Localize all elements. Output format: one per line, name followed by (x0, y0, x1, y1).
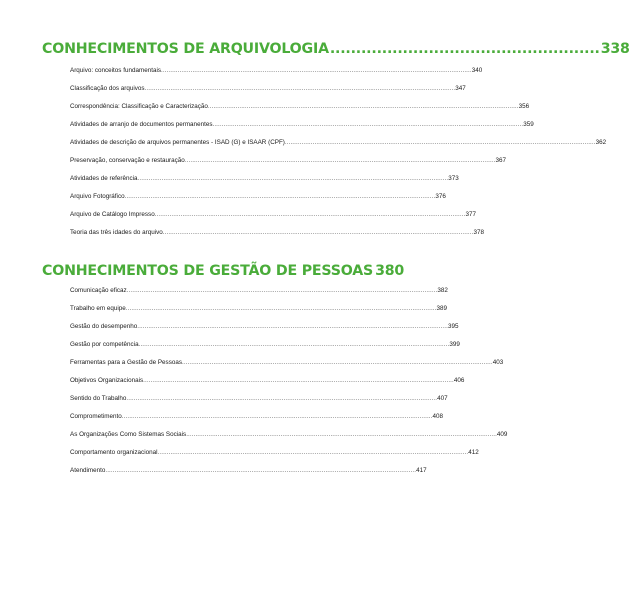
toc-entry-title: Trabalho em equipe (70, 305, 126, 312)
toc-entry[interactable] (70, 430, 508, 440)
toc-entry-page: 347 (455, 85, 466, 92)
dot-leader: ........................................................................................................................................................................ (125, 305, 437, 312)
toc-entry[interactable] (70, 102, 530, 112)
toc-entry-title: As Organizações Como Sistemas Sociais (70, 431, 187, 438)
toc-entry-page: 367 (495, 157, 507, 164)
toc-entry-title: Preservação, conservação e restauração (70, 157, 185, 164)
toc-entry[interactable] (70, 174, 459, 184)
section-heading (42, 40, 630, 58)
toc-entry-title: Gestão por competência (70, 341, 139, 348)
toc-entry-title: Classificação dos arquivos (70, 85, 145, 92)
toc-entry-page: 406 (453, 377, 465, 384)
toc-entry-title: Gestão do desempenho (70, 323, 138, 330)
toc-entry[interactable] (70, 228, 484, 238)
toc-entry[interactable] (70, 286, 448, 296)
dot-leader: ........................................................................................................................................................................ (182, 359, 493, 366)
toc-section-gestao-de-pessoas (42, 262, 508, 474)
toc-entry-page: 376 (435, 193, 446, 200)
dot-leader: ........................................................................................................................................................................ (157, 449, 469, 456)
toc-entry[interactable] (70, 394, 448, 404)
section-heading-page: 380 (375, 263, 405, 279)
toc-entry-page: 399 (449, 341, 460, 348)
dot-leader: ........................................................................................................................................................................ (144, 85, 456, 92)
toc-entry-page: 377 (465, 211, 476, 218)
dot-leader: ........................................................................................................................................................................ (137, 323, 448, 330)
toc-entry-page: 409 (496, 431, 508, 438)
toc-entry[interactable] (70, 322, 459, 332)
toc-entry-title: Arquivo de Catálogo Impresso (70, 211, 155, 218)
toc-entry[interactable] (70, 138, 607, 148)
toc-entry-title: Correspondência: Classificação e Caracterização (70, 103, 208, 110)
dot-leader: ........................................................................................................................................................................ (162, 229, 474, 236)
toc-entry[interactable] (70, 304, 448, 314)
dot-leader: ........................................................................................................................................................................ (126, 287, 438, 294)
toc-entry[interactable] (70, 210, 476, 220)
toc-entry[interactable] (70, 84, 466, 94)
toc-entry-title: Atendimento (70, 467, 106, 474)
section-heading-page: 338 (600, 41, 630, 57)
toc-entry-page: 408 (432, 413, 444, 420)
dot-leader: ........................................................................................................................................................................ (184, 157, 496, 164)
dot-leader: .................................................... (329, 41, 600, 57)
toc-entry[interactable] (70, 120, 534, 130)
dot-leader: ........................................................................................................................................................................ (137, 175, 449, 182)
dot-leader: ........................................................................................................................................................................ (284, 139, 596, 146)
dot-leader: ........................................................................................................................................................................ (105, 467, 417, 474)
toc-section-arquivologia (42, 40, 630, 236)
toc-entry[interactable] (70, 376, 465, 386)
toc-entry-page: 356 (518, 103, 530, 110)
dot-leader: ........................................................................................................................................................................ (143, 377, 454, 384)
dot-leader: ........................................................................................................................................................................ (207, 103, 519, 110)
section-heading (42, 262, 405, 280)
toc-entry-page: 407 (437, 395, 448, 402)
toc-entry-page: 403 (492, 359, 504, 366)
dot-leader: ........................................................................................................................................................................ (126, 395, 438, 402)
toc-entry-title: Atividades de referência (70, 175, 138, 182)
toc-entry-title: Arquivo Fotográfico (70, 193, 125, 200)
dot-leader: ........................................................................................................................................................................ (121, 413, 433, 420)
toc-entry[interactable] (70, 340, 460, 350)
toc-entry[interactable] (70, 156, 507, 166)
toc-entry-title: Teoria das três idades do arquivo (70, 229, 163, 236)
toc-entry-title: Atividades de arranjo de documentos permanentes (70, 121, 213, 128)
section-heading-title: CONHECIMENTOS DE GESTÃO DE PESSOAS (42, 263, 374, 279)
toc-entry[interactable] (70, 412, 444, 422)
toc-entry-title: Comunicação eficaz (70, 287, 127, 294)
toc-entry-page: 373 (448, 175, 459, 182)
dot-leader: ........................................................................................................................................................................ (154, 211, 466, 218)
toc-entry-title: Atividades de descrição de arquivos permanentes - ISAD (G) e ISAAR (CPF) (70, 139, 285, 146)
toc-entry-page: 340 (471, 67, 483, 74)
toc-entry-page: 389 (436, 305, 448, 312)
toc-entry[interactable] (70, 358, 504, 368)
toc-entry-page: 382 (437, 287, 448, 294)
dot-leader: ........................................................................................................................................................................ (212, 121, 524, 128)
toc-entry-page: 417 (416, 467, 427, 474)
toc-entry-page: 378 (473, 229, 484, 236)
toc-entry-title: Objetivos Organizacionais (70, 377, 144, 384)
toc-entry[interactable] (70, 66, 483, 76)
toc-entry-page: 412 (468, 449, 479, 456)
toc-entry-title: Sentido do Trabalho (70, 395, 127, 402)
dot-leader: ........................................................................................................................................................................ (124, 193, 436, 200)
dot-leader: ........................................................................................................................................................................ (186, 431, 497, 438)
toc-entry-page: 395 (447, 323, 459, 330)
section-heading-title: CONHECIMENTOS DE ARQUIVOLOGIA (42, 41, 329, 57)
toc-entry-page: 362 (595, 139, 607, 146)
toc-entry-title: Comprometimento (70, 413, 122, 420)
toc-entry-title: Arquivo: conceitos fundamentais (70, 67, 162, 74)
toc-entry[interactable] (70, 466, 427, 476)
dot-leader: ........................................................................................................................................................................ (161, 67, 472, 74)
toc-entry-page: 359 (523, 121, 534, 128)
dot-leader: ........................................................................................................................................................................ (138, 341, 450, 348)
toc-entry[interactable] (70, 192, 446, 202)
toc-entry-title: Ferramentas para a Gestão de Pessoas (70, 359, 183, 366)
toc-entry[interactable] (70, 448, 479, 458)
toc-entry-title: Comportamento organizacional (70, 449, 158, 456)
